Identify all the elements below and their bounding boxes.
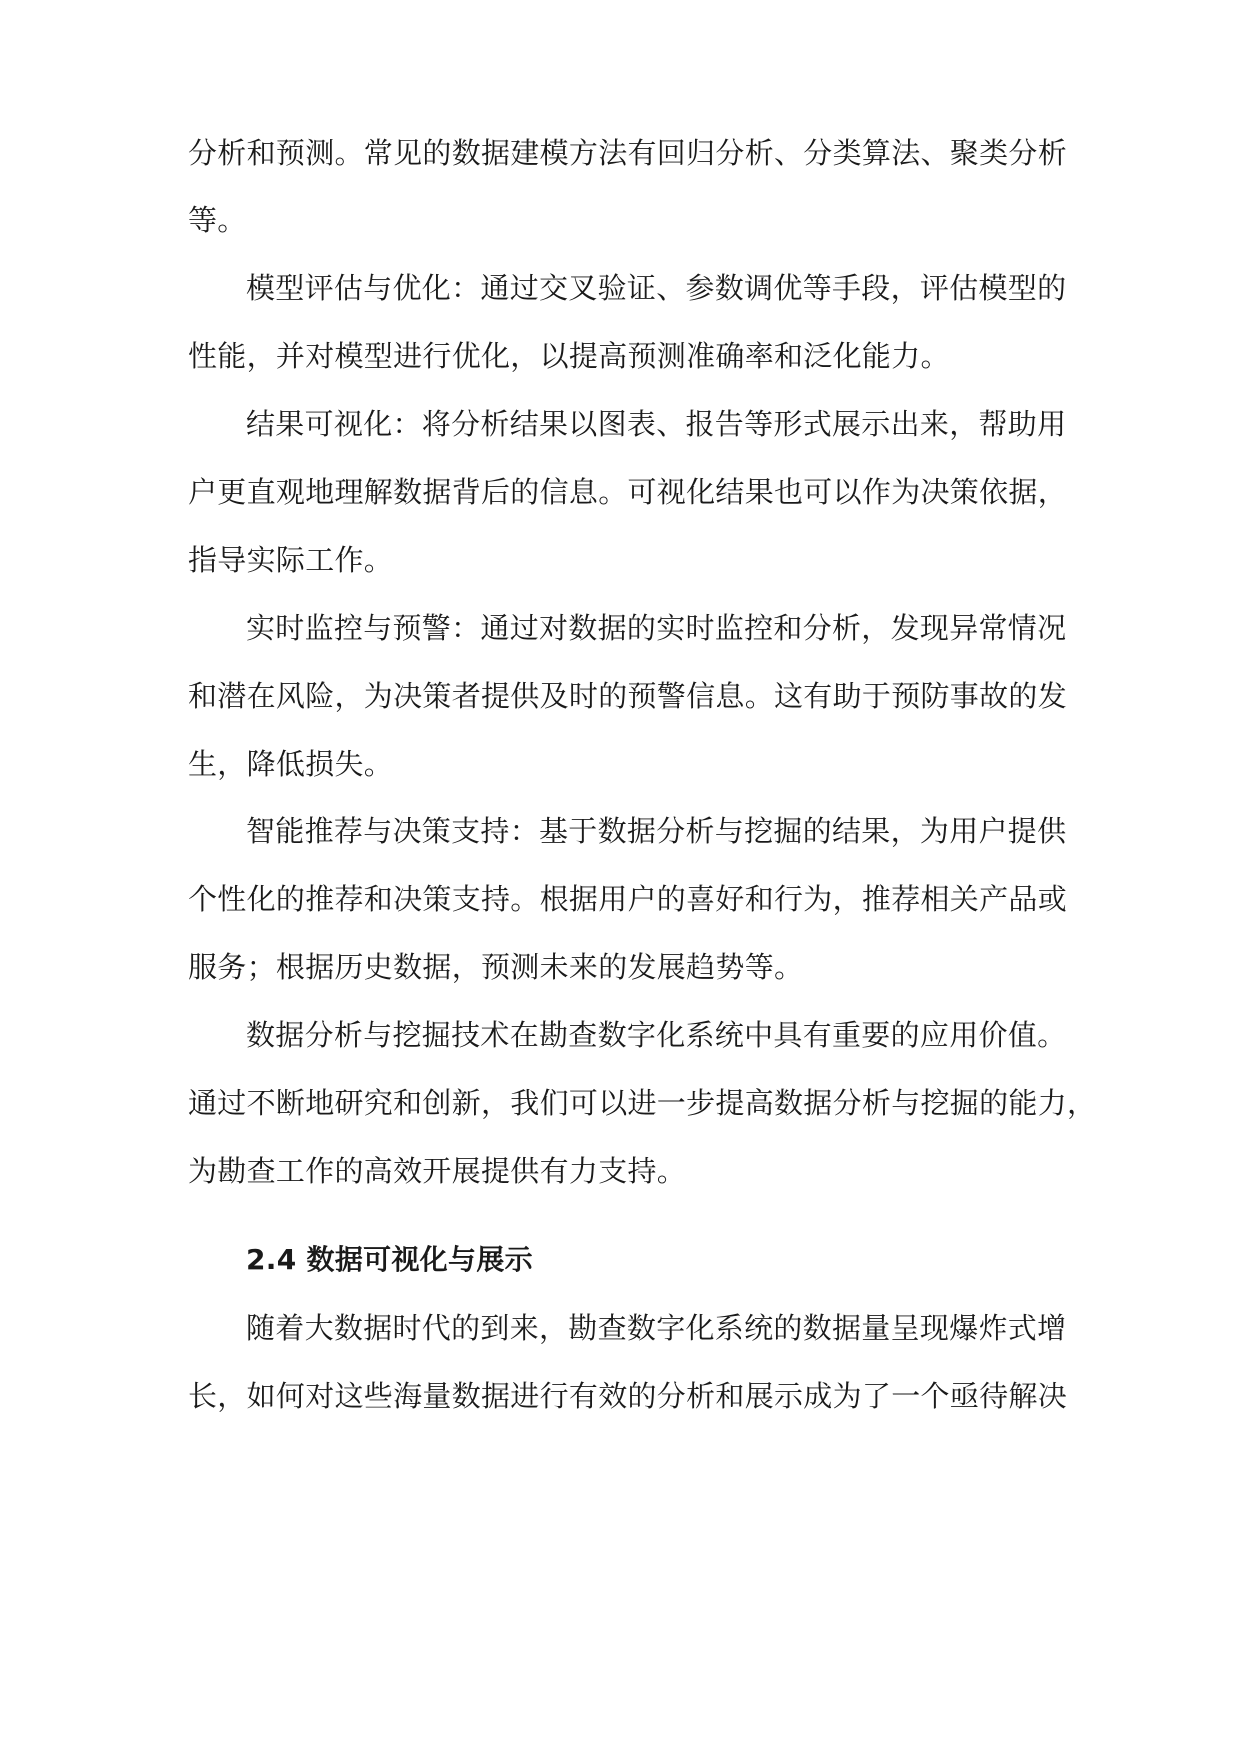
paragraph-line: 生，降低损失。 xyxy=(188,747,394,781)
paragraph-line: 个性化的推荐和决策支持。根据用户的喜好和行为，推荐相关产品或 xyxy=(188,882,1068,916)
section-heading: 2.4 数据可视化与展示 xyxy=(246,1243,533,1276)
paragraph-line: 数据分析与挖掘技术在勘查数字化系统中具有重要的应用价值。 xyxy=(246,1018,1067,1052)
paragraph-line: 等。 xyxy=(188,203,247,237)
paragraph-line: 为勘查工作的高效开展提供有力支持。 xyxy=(188,1154,687,1188)
paragraph-line: 户更直观地理解数据背后的信息。可视化结果也可以作为决策依据， xyxy=(188,475,1068,509)
paragraph-line: 随着大数据时代的到来，勘查数字化系统的数据量呈现爆炸式增 xyxy=(246,1311,1067,1345)
paragraph-line: 模型评估与优化：通过交叉验证、参数调优等手段，评估模型的 xyxy=(246,271,1067,305)
paragraph-line: 性能，并对模型进行优化，以提高预测准确率和泛化能力。 xyxy=(188,339,950,373)
paragraph-line: 服务；根据历史数据，预测未来的发展趋势等。 xyxy=(188,950,804,984)
paragraph-line: 和潜在风险，为决策者提供及时的预警信息。这有助于预防事故的发 xyxy=(188,679,1068,713)
paragraph-line: 通过不断地研究和创新，我们可以进一步提高数据分析与挖掘的能力， xyxy=(188,1086,1097,1120)
paragraph-line: 智能推荐与决策支持：基于数据分析与挖掘的结果，为用户提供 xyxy=(246,814,1067,848)
paragraph-line: 实时监控与预警：通过对数据的实时监控和分析，发现异常情况 xyxy=(246,611,1067,645)
paragraph-line: 分析和预测。常见的数据建模方法有回归分析、分类算法、聚类分析 xyxy=(188,136,1068,170)
paragraph-line: 长，如何对这些海量数据进行有效的分析和展示成为了一个亟待解决 xyxy=(188,1379,1068,1413)
paragraph-line: 指导实际工作。 xyxy=(188,543,394,577)
paragraph-line: 结果可视化：将分析结果以图表、报告等形式展示出来，帮助用 xyxy=(246,407,1067,441)
